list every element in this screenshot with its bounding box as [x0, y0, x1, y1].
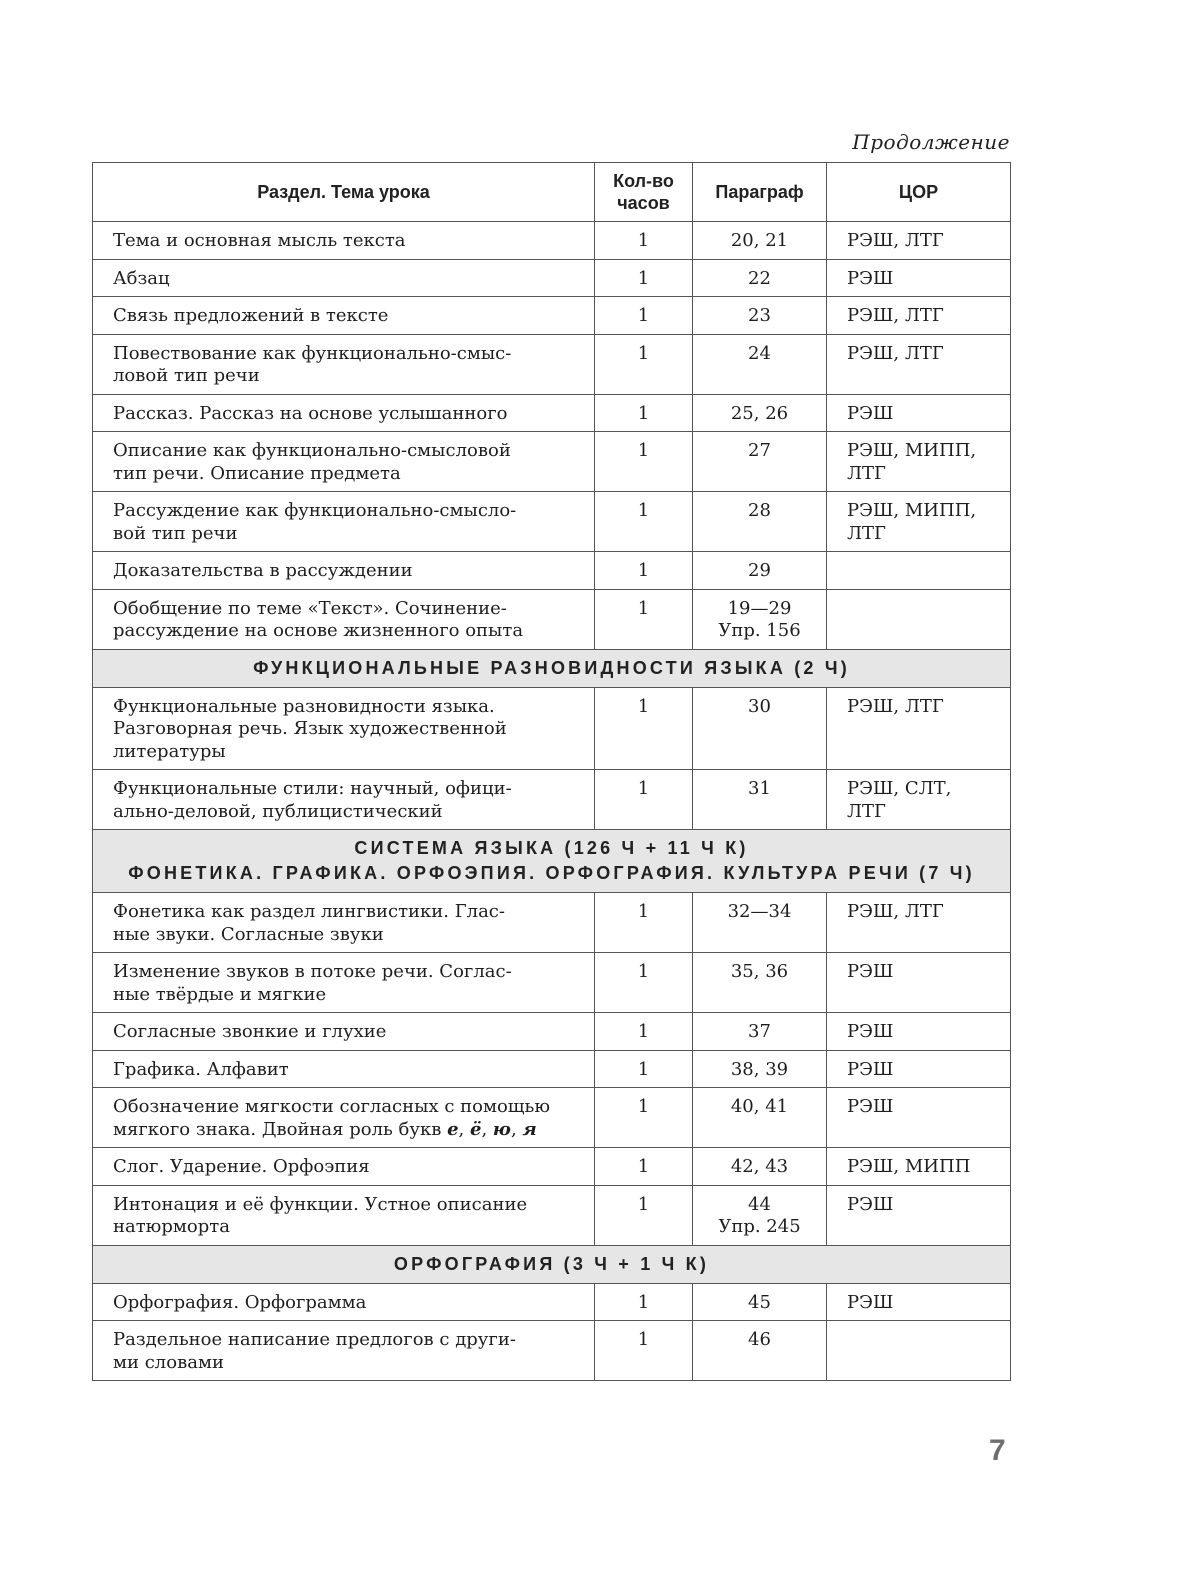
cell-cor: РЭШ [827, 1050, 1011, 1088]
table-row [93, 552, 1011, 590]
cell-topic: Тема и основная мысль текста [93, 222, 595, 260]
topic-line: мягкого знака. Двойная роль букв [113, 1118, 448, 1140]
cell-cor: РЭШ [827, 1283, 1011, 1321]
highlighted-letter: ю [492, 1118, 511, 1140]
section-title-line: ФОНЕТИКА. ГРАФИКА. ОРФОЭПИЯ. ОРФОГРАФИЯ. КУЛЬТУРА РЕЧИ (7 Ч) [128, 863, 975, 883]
highlighted-letter: е [447, 1118, 459, 1140]
table-row [93, 432, 1011, 492]
cell-paragraph: 30 [693, 687, 827, 770]
cell-hours: 1 [595, 953, 693, 1013]
cell-topic: Связь предложений в тексте [93, 297, 595, 335]
cell-paragraph: 19—29 Упр. 156 [693, 589, 827, 649]
cell-cor: РЭШ [827, 1013, 1011, 1051]
cell-cor: РЭШ [827, 1088, 1011, 1148]
page-number: 7 [989, 1434, 1006, 1467]
cell-paragraph: 29 [693, 552, 827, 590]
cell-cor: РЭШ, СЛТ, ЛТГ [827, 770, 1011, 830]
table-row [93, 259, 1011, 297]
cell-paragraph: 40, 41 [693, 1088, 827, 1148]
section-row [93, 649, 1011, 687]
table-row [93, 1088, 1011, 1148]
cell-paragraph: 46 [693, 1321, 827, 1381]
table-row [93, 1050, 1011, 1088]
cell-cor: РЭШ, МИПП, ЛТГ [827, 432, 1011, 492]
cell-paragraph: 22 [693, 259, 827, 297]
header-hours: Кол-во часов [595, 163, 693, 222]
table-header-row [93, 163, 1011, 222]
cell-hours: 1 [595, 394, 693, 432]
cell-topic: Рассуждение как функционально-смысло- вой тип речи [93, 492, 595, 552]
cell-hours: 1 [595, 552, 693, 590]
cell-topic: Изменение звуков в потоке речи. Соглас- ные твёрдые и мягкие [93, 953, 595, 1013]
cell-paragraph: 23 [693, 297, 827, 335]
section-title [93, 830, 1011, 893]
cell-topic: Обобщение по теме «Текст». Сочинение- рассуждение на основе жизненного опыта [93, 589, 595, 649]
cell-topic: Рассказ. Рассказ на основе услышанного [93, 394, 595, 432]
table-row [93, 687, 1011, 770]
cell-topic: Фонетика как раздел лингвистики. Глас- ные звуки. Согласные звуки [93, 893, 595, 953]
cell-cor: РЭШ, ЛТГ [827, 297, 1011, 335]
cell-topic: Абзац [93, 259, 595, 297]
cell-paragraph: 38, 39 [693, 1050, 827, 1088]
cell-hours: 1 [595, 222, 693, 260]
table-row [93, 1013, 1011, 1051]
continuation-label: Продолжение [852, 130, 1010, 154]
table-row [93, 1283, 1011, 1321]
cell-topic: Графика. Алфавит [93, 1050, 595, 1088]
table-row [93, 1321, 1011, 1381]
cell-paragraph: 35, 36 [693, 953, 827, 1013]
cell-paragraph: 42, 43 [693, 1148, 827, 1186]
cell-hours: 1 [595, 1050, 693, 1088]
cell-cor: РЭШ, ЛТГ [827, 687, 1011, 770]
cell-hours: 1 [595, 893, 693, 953]
cell-topic: Слог. Ударение. Орфоэпия [93, 1148, 595, 1186]
cell-paragraph: 37 [693, 1013, 827, 1051]
cell-topic: Функциональные стили: научный, офици- ально-деловой, публицистический [93, 770, 595, 830]
cell-cor [827, 589, 1011, 649]
cell-hours: 1 [595, 1013, 693, 1051]
cell-topic: Согласные звонкие и глухие [93, 1013, 595, 1051]
cell-cor [827, 552, 1011, 590]
cell-cor: РЭШ [827, 394, 1011, 432]
cell-hours: 1 [595, 259, 693, 297]
cell-hours: 1 [595, 1283, 693, 1321]
cell-cor [827, 1321, 1011, 1381]
lesson-plan-table [92, 162, 1011, 1381]
header-cor: ЦОР [827, 163, 1011, 222]
cell-paragraph: 44 Упр. 245 [693, 1185, 827, 1245]
cell-topic: Орфография. Орфограмма [93, 1283, 595, 1321]
cell-paragraph: 20, 21 [693, 222, 827, 260]
cell-hours: 1 [595, 770, 693, 830]
section-title-line: ОРФОГРАФИЯ (3 Ч + 1 Ч К) [393, 1253, 710, 1274]
cell-cor: РЭШ, МИПП, ЛТГ [827, 492, 1011, 552]
cell-topic: Доказательства в рассуждении [93, 552, 595, 590]
cell-hours: 1 [595, 432, 693, 492]
table-row [93, 492, 1011, 552]
cell-topic: Раздельное написание предлогов с други- ми словами [93, 1321, 595, 1381]
cell-paragraph: 27 [693, 432, 827, 492]
table-row [93, 770, 1011, 830]
section-row [93, 1245, 1011, 1283]
cell-cor: РЭШ, МИПП [827, 1148, 1011, 1186]
header-paragraph: Параграф [693, 163, 827, 222]
cell-hours: 1 [595, 492, 693, 552]
table-row [93, 1185, 1011, 1245]
table-body [93, 222, 1011, 1381]
section-title [93, 649, 1011, 687]
cell-paragraph: 28 [693, 492, 827, 552]
highlighted-letter: я [522, 1118, 537, 1140]
table-row [93, 589, 1011, 649]
cell-topic: Интонация и её функции. Устное описание натюрморта [93, 1185, 595, 1245]
cell-topic: Повествование как функционально-смыс- ловой тип речи [93, 334, 595, 394]
cell-topic: Функциональные разновидности языка. Разговорная речь. Язык художественной литературы [93, 687, 595, 770]
table-row [93, 222, 1011, 260]
table-row [93, 1148, 1011, 1186]
cell-hours: 1 [595, 297, 693, 335]
cell-hours: 1 [595, 589, 693, 649]
cell-hours: 1 [595, 334, 693, 394]
cell-cor: РЭШ, ЛТГ [827, 222, 1011, 260]
cell-hours: 1 [595, 1321, 693, 1381]
section-row [93, 830, 1011, 893]
cell-paragraph: 24 [693, 334, 827, 394]
header-topic: Раздел. Тема урока [93, 163, 595, 222]
section-title [93, 1245, 1011, 1283]
cell-hours: 1 [595, 1185, 693, 1245]
cell-cor: РЭШ [827, 1185, 1011, 1245]
cell-cor: РЭШ [827, 259, 1011, 297]
cell-topic: Описание как функционально-смысловой тип речи. Описание предмета [93, 432, 595, 492]
table-row [93, 334, 1011, 394]
table-row [93, 953, 1011, 1013]
cell-paragraph: 31 [693, 770, 827, 830]
cell-hours: 1 [595, 1148, 693, 1186]
cell-cor: РЭШ, ЛТГ [827, 893, 1011, 953]
section-title-line: СИСТЕМА ЯЗЫКА (126 Ч + 11 Ч К) [354, 838, 749, 858]
topic-line: Обозначение мягкости согласных с помощью [113, 1096, 551, 1117]
cell-cor: РЭШ, ЛТГ [827, 334, 1011, 394]
cell-topic: Обозначение мягкости согласных с помощью мягкого знака. Двойная роль букв е, ё, ю, я [93, 1088, 595, 1148]
cell-hours: 1 [595, 1088, 693, 1148]
cell-paragraph: 25, 26 [693, 394, 827, 432]
cell-cor: РЭШ [827, 953, 1011, 1013]
table-row [93, 394, 1011, 432]
section-title-line: ФУНКЦИОНАЛЬНЫЕ РАЗНОВИДНОСТИ ЯЗЫКА (2 Ч) [253, 657, 850, 678]
highlighted-letter: ё [470, 1118, 482, 1140]
cell-paragraph: 32—34 [693, 893, 827, 953]
table-row [93, 893, 1011, 953]
cell-paragraph: 45 [693, 1283, 827, 1321]
cell-hours: 1 [595, 687, 693, 770]
table-row [93, 297, 1011, 335]
